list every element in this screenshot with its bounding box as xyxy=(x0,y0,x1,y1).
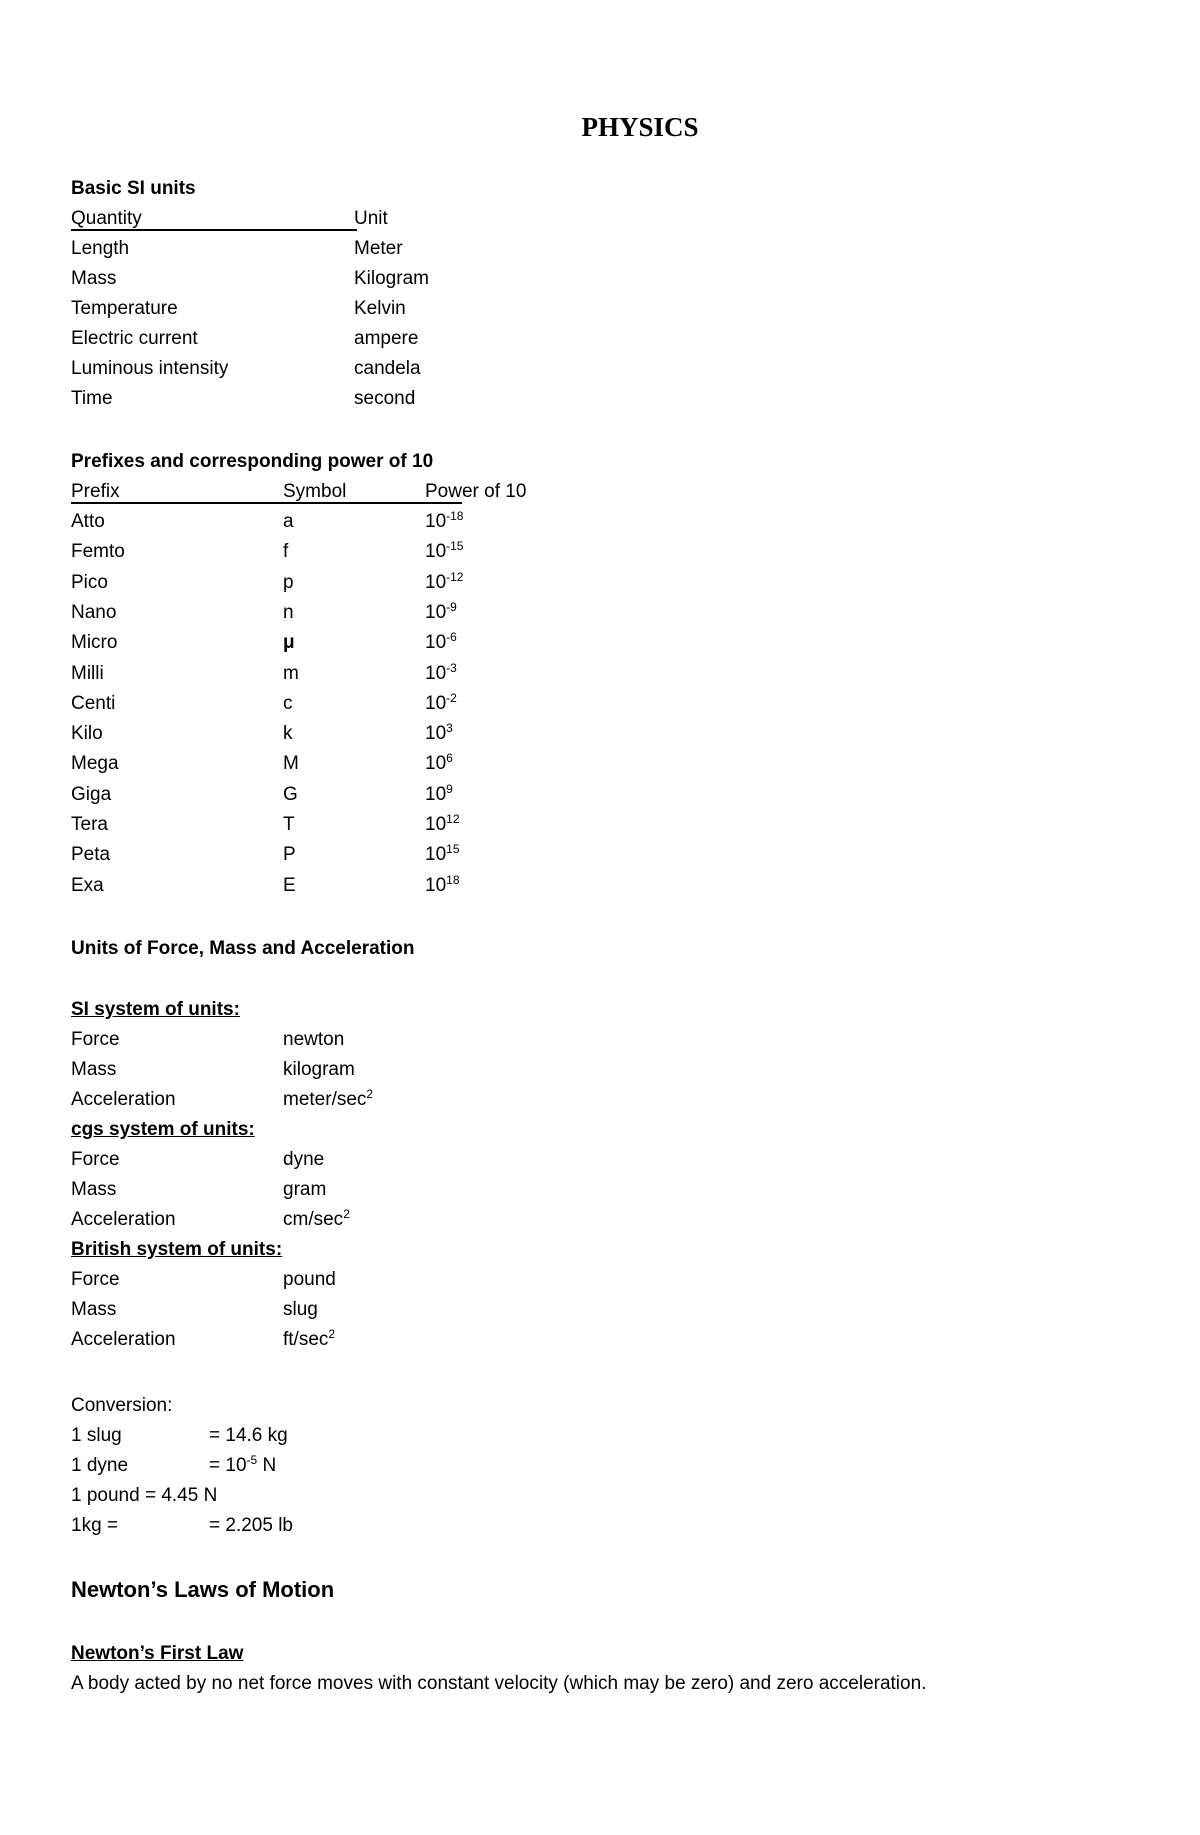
conversion-left: 1 slug xyxy=(71,1425,122,1446)
newton-laws-heading: Newton’s Laws of Motion xyxy=(71,1577,335,1602)
prefix-row xyxy=(71,721,453,746)
prefix-power xyxy=(425,813,460,837)
power-exponent: -18 xyxy=(446,509,464,523)
power-exponent: -9 xyxy=(446,599,457,614)
accel-label: Acceleration xyxy=(71,1209,176,1230)
prefix-row xyxy=(71,842,460,867)
basic-si-header-row xyxy=(71,207,388,231)
prefix-name: Atto xyxy=(71,511,105,532)
si-quantity: Time xyxy=(71,388,113,409)
power-exponent: 6 xyxy=(446,751,453,766)
prefix-row xyxy=(71,812,460,837)
accel-exponent: 2 xyxy=(328,1327,336,1341)
conversion-right: = 2.205 lb xyxy=(209,1515,293,1536)
prefix-name: Tera xyxy=(71,814,108,835)
conversion-left: 1 dyne xyxy=(71,1455,129,1476)
power-exponent: -15 xyxy=(446,539,464,554)
cgs-accel-row xyxy=(71,1207,350,1232)
prefixes-heading: Prefixes and corresponding power of 10 xyxy=(71,451,434,472)
prefix-name: Peta xyxy=(71,844,111,866)
prefix-power xyxy=(425,722,453,746)
prefix-name: Kilo xyxy=(71,723,103,745)
accel-unit-base: cm/sec xyxy=(283,1209,344,1230)
force-label: Force xyxy=(71,1029,120,1050)
si-unit: Kelvin xyxy=(354,298,406,319)
prefixes-header-row xyxy=(71,480,527,504)
si-unit: Kilogram xyxy=(354,268,429,289)
power-base: 10 xyxy=(425,541,447,563)
prefix-symbol: P xyxy=(283,844,296,866)
power-base: 10 xyxy=(425,632,447,654)
conversion-pound: 1 pound = 4.45 N xyxy=(71,1485,218,1506)
conversion-right xyxy=(209,1454,276,1478)
prefix-column-header: Prefix xyxy=(71,481,120,502)
conversion-dyne xyxy=(71,1453,277,1478)
basic-si-header-rule xyxy=(71,229,357,231)
power-base: 10 xyxy=(425,511,447,532)
prefix-power xyxy=(425,540,463,564)
accel-unit xyxy=(283,1208,350,1232)
conversion-heading: Conversion: xyxy=(71,1395,173,1416)
power-base: 10 xyxy=(425,874,447,896)
prefix-power xyxy=(425,692,457,716)
prefix-power xyxy=(425,631,457,655)
british-system-heading: British system of units: xyxy=(71,1239,283,1260)
prefix-power xyxy=(425,783,453,807)
mass-label: Mass xyxy=(71,1299,117,1320)
first-law-heading: Newton’s First Law xyxy=(71,1643,244,1664)
mass-unit: kilogram xyxy=(283,1059,355,1080)
power-base: 10 xyxy=(425,753,447,775)
prefix-row xyxy=(71,539,464,564)
prefix-row xyxy=(71,690,457,716)
si-unit: candela xyxy=(354,358,421,379)
british-accel-row xyxy=(71,1327,336,1352)
power-exponent: 3 xyxy=(446,721,453,736)
page-title: PHYSICS xyxy=(581,112,699,142)
prefix-name: Centi xyxy=(71,692,116,714)
prefix-symbol: n xyxy=(283,601,294,623)
prefix-row xyxy=(71,660,457,686)
si-row xyxy=(71,387,416,411)
accel-exponent: 2 xyxy=(343,1207,350,1221)
accel-label: Acceleration xyxy=(71,1089,176,1110)
accel-unit-base: meter/sec xyxy=(283,1089,367,1110)
power-exponent: -3 xyxy=(446,660,457,675)
conversion-slug xyxy=(71,1424,288,1448)
prefix-name: Mega xyxy=(71,753,119,775)
mass-unit: gram xyxy=(283,1179,327,1200)
power-exponent: -12 xyxy=(446,569,464,584)
force-label: Force xyxy=(71,1149,120,1170)
power-base: 10 xyxy=(425,571,447,593)
prefix-row xyxy=(71,630,457,655)
power-exponent: 18 xyxy=(446,872,460,887)
power-base: 10 xyxy=(425,692,447,714)
power-exponent: -6 xyxy=(446,630,457,645)
power-exponent: 12 xyxy=(446,812,460,826)
si-unit: ampere xyxy=(354,328,419,349)
si-system-heading: SI system of units: xyxy=(71,999,240,1020)
prefix-row xyxy=(71,781,453,807)
si-row xyxy=(71,327,419,351)
prefix-row xyxy=(71,872,460,898)
prefix-row xyxy=(71,569,464,595)
prefix-power xyxy=(425,752,453,776)
power-column-header: Power of 10 xyxy=(425,481,527,502)
mass-label: Mass xyxy=(71,1179,117,1200)
prefix-symbol: m xyxy=(283,662,299,684)
cgs-mass-row xyxy=(71,1178,327,1202)
power-base: 10 xyxy=(425,844,447,866)
si-quantity: Length xyxy=(71,238,130,259)
force-unit: dyne xyxy=(283,1149,325,1170)
si-row xyxy=(71,267,429,291)
prefix-power xyxy=(425,571,463,595)
si-row xyxy=(71,357,421,381)
prefix-row xyxy=(71,599,457,625)
conversion-unit: N xyxy=(257,1455,277,1476)
prefix-name: Milli xyxy=(71,662,104,684)
si-force-row xyxy=(71,1028,345,1052)
conversion-right: = 14.6 kg xyxy=(209,1425,288,1446)
prefix-power xyxy=(425,874,460,898)
british-force-row xyxy=(71,1268,336,1292)
si-unit: Meter xyxy=(354,238,403,259)
si-quantity: Luminous intensity xyxy=(71,358,229,379)
unit-column-header: Unit xyxy=(354,208,388,229)
cgs-force-row xyxy=(71,1148,325,1172)
prefix-symbol: k xyxy=(283,723,293,745)
quantity-column-header: Quantity xyxy=(71,208,142,229)
prefix-row xyxy=(71,509,464,534)
conversion-kg xyxy=(71,1514,293,1538)
symbol-column-header: Symbol xyxy=(283,481,347,502)
si-quantity: Temperature xyxy=(71,298,178,319)
prefix-name: Micro xyxy=(71,632,118,654)
si-quantity: Mass xyxy=(71,268,117,289)
prefix-symbol: T xyxy=(283,814,295,835)
prefix-power xyxy=(425,510,463,534)
accel-unit xyxy=(283,1328,335,1352)
power-exponent: -2 xyxy=(446,690,457,705)
prefix-row xyxy=(71,751,453,776)
prefix-symbol: a xyxy=(283,511,294,532)
units-fma-heading: Units of Force, Mass and Acceleration xyxy=(71,938,415,959)
force-unit: newton xyxy=(283,1029,345,1050)
british-mass-row xyxy=(71,1298,318,1322)
si-row xyxy=(71,297,406,321)
conversion-exponent: -5 xyxy=(246,1453,258,1467)
conversion-value: = 10 xyxy=(209,1455,247,1476)
prefix-power xyxy=(425,662,457,686)
basic-si-heading: Basic SI units xyxy=(71,178,196,199)
prefix-power xyxy=(425,843,460,867)
accel-unit-base: ft/sec xyxy=(283,1329,329,1350)
prefix-power xyxy=(425,601,457,625)
force-unit: pound xyxy=(283,1269,336,1290)
power-base: 10 xyxy=(425,814,447,835)
accel-exponent: 2 xyxy=(366,1087,374,1101)
prefix-name: Nano xyxy=(71,601,117,623)
first-law-text: A body acted by no net force moves with constant velocity (which may be zero) and zero acceleration. xyxy=(71,1673,927,1694)
si-quantity: Electric current xyxy=(71,328,198,349)
power-base: 10 xyxy=(425,601,447,623)
prefix-name: Pico xyxy=(71,571,108,593)
si-accel-row xyxy=(71,1087,374,1112)
si-unit: second xyxy=(354,388,416,409)
prefix-symbol: p xyxy=(283,571,294,593)
prefix-symbol: f xyxy=(283,541,289,563)
power-base: 10 xyxy=(425,783,447,805)
prefix-symbol: c xyxy=(283,692,293,714)
si-mass-row xyxy=(71,1058,355,1082)
accel-unit xyxy=(283,1088,373,1112)
prefixes-header-rule xyxy=(71,502,462,504)
prefix-name: Giga xyxy=(71,783,112,805)
conversion-left: 1kg = xyxy=(71,1515,119,1536)
si-row xyxy=(71,237,403,261)
mass-unit: slug xyxy=(283,1299,318,1320)
prefix-name: Exa xyxy=(71,874,104,896)
power-base: 10 xyxy=(425,723,447,745)
power-base: 10 xyxy=(425,662,447,684)
prefix-name: Femto xyxy=(71,541,125,563)
power-exponent: 15 xyxy=(446,842,460,857)
prefix-symbol: G xyxy=(283,783,298,805)
mass-label: Mass xyxy=(71,1059,117,1080)
prefix-symbol: E xyxy=(283,874,296,896)
accel-label: Acceleration xyxy=(71,1329,176,1350)
power-exponent: 9 xyxy=(446,781,453,796)
force-label: Force xyxy=(71,1269,120,1290)
cgs-system-heading: cgs system of units: xyxy=(71,1119,255,1140)
prefix-symbol: M xyxy=(283,753,299,775)
prefix-symbol: μ xyxy=(283,632,295,654)
